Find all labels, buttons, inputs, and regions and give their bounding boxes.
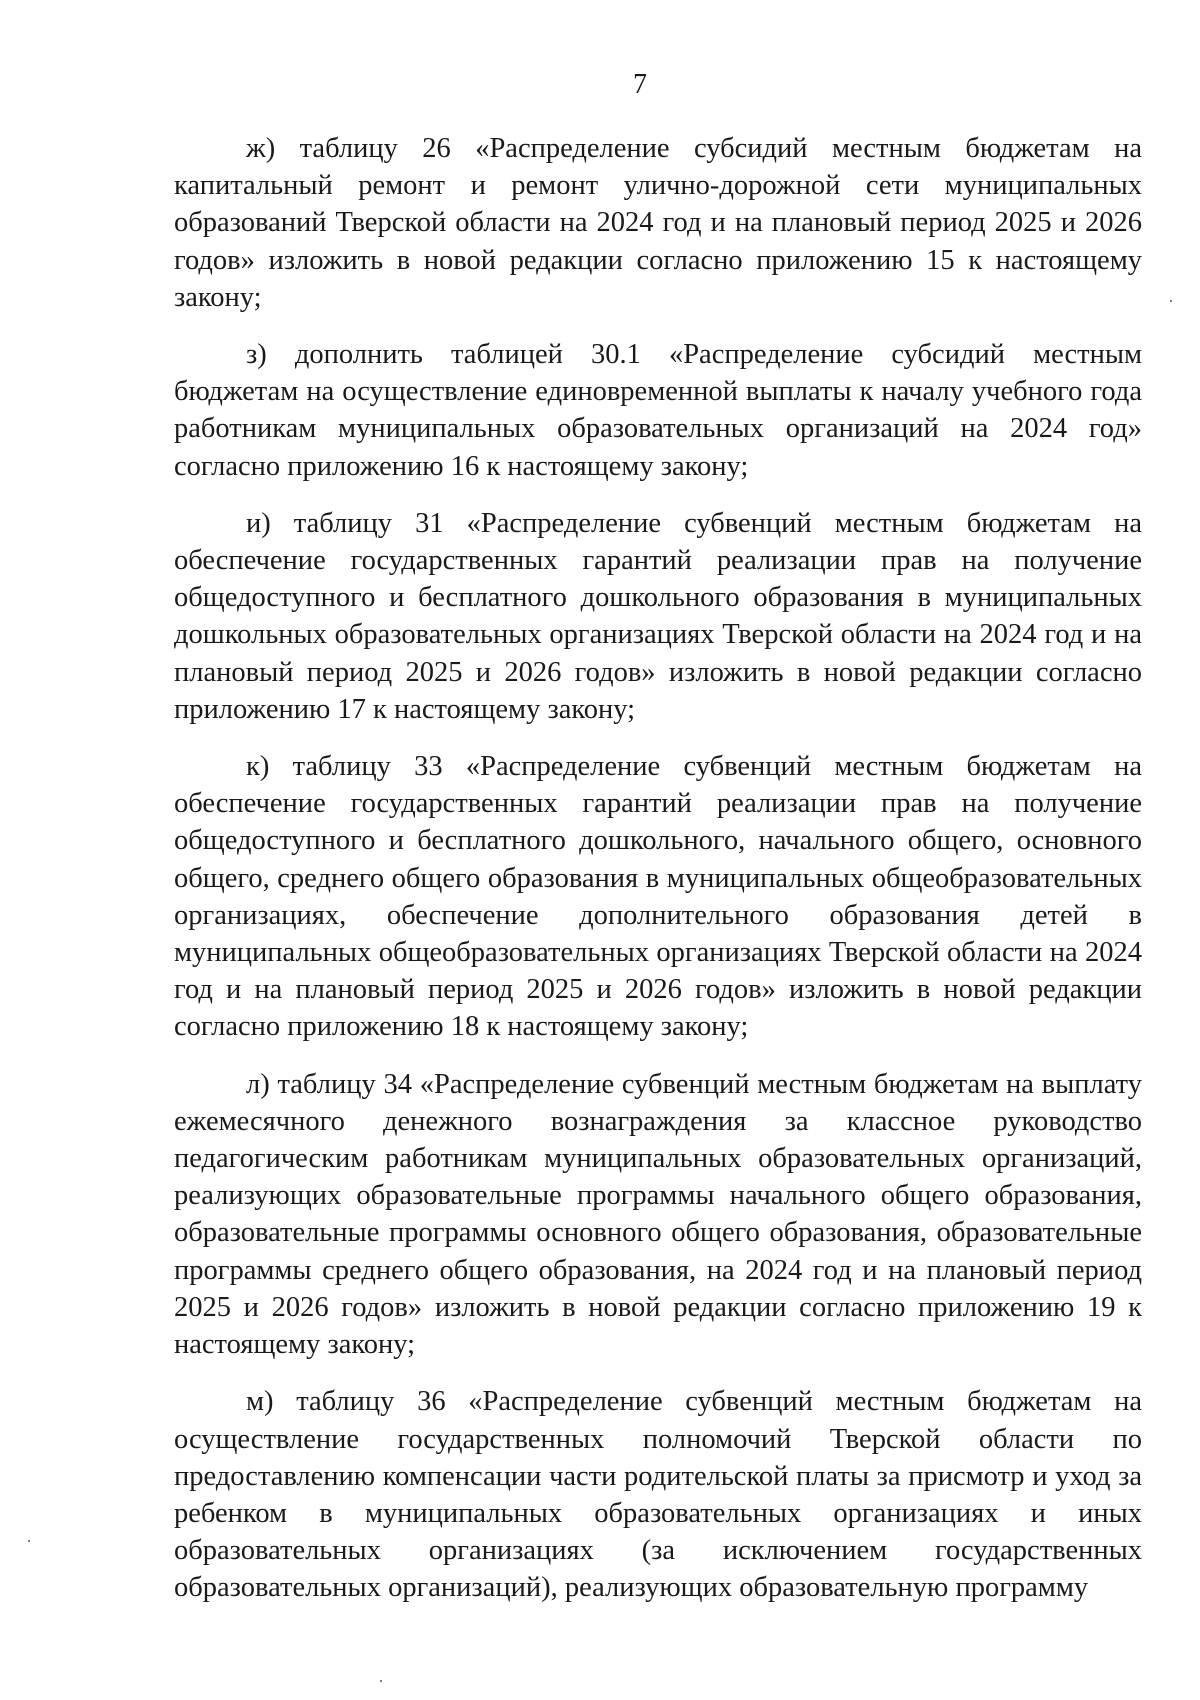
paragraph-z: з) дополнить таблицей 30.1 «Распределение субсидий местным бюджетам на осуществление единовременной выплаты к началу учебного года работникам муниципальных образовательных организаций на 2024 год» согласно приложению 16 к настоящему закону; — [174, 339, 1142, 482]
scan-speck — [1170, 300, 1172, 302]
paragraph-k: к) таблицу 33 «Распределение субвенций местным бюджетам на обеспечение государственных гарантий реализации прав на получение общедоступного и бесплатного дошкольного, начального общего, основного общего, среднего общего образования в муниципальных общеобразовательных организациях, обеспечение дополнительного образования детей в муниципальных общеобразовательных организациях Тверской области на 2024 год и на плановый период 2025 и 2026 годов» изложить в новой редакции согласно приложению 18 к настоящему закону; — [174, 751, 1142, 1043]
paragraph-i: и) таблицу 31 «Распределение субвенций местным бюджетам на обеспечение государственных гарантий реализации прав на получение общедоступного и бесплатного дошкольного образования в муниципальных дошкольных образовательных организациях Тверской области на 2024 год и на плановый период 2025 и 2026 годов» изложить в новой редакции согласно приложению 17 к настоящему закону; — [174, 507, 1142, 725]
page-number: 7 — [633, 69, 647, 100]
paragraph-zh: ж) таблицу 26 «Распределение субсидий местным бюджетам на капитальный ремонт и ремонт улично-дорожной сети муниципальных образований Тверской области на 2024 год и на плановый период 2025 и 2026 годов» изложить в новой редакции согласно приложению 15 к настоящему закону; — [174, 133, 1142, 313]
scan-speck — [380, 1680, 382, 1682]
document-body — [174, 130, 1142, 1627]
paragraph-m: м) таблицу 36 «Распределение субвенций местным бюджетам на осуществление государственных полномочий Тверской области по предоставлению компенсации части родительской платы за присмотр и уход за ребенком в муниципальных образовательных организациях и иных образовательных организациях (за исключением государственных образовательных организаций), реализующих образовательную программу — [174, 1386, 1142, 1604]
paragraph-l: л) таблицу 34 «Распределение субвенций местным бюджетам на выплату ежемесячного денежного вознаграждения за классное руководство педагогическим работникам муниципальных образовательных организаций, реализующих образовательные программы начального общего образования, образовательные программы основного общего образования, образовательные программы среднего общего образования, на 2024 год и на плановый период 2025 и 2026 годов» изложить в новой редакции согласно приложению 19 к настоящему закону; — [174, 1068, 1142, 1361]
scan-speck — [28, 1540, 30, 1542]
